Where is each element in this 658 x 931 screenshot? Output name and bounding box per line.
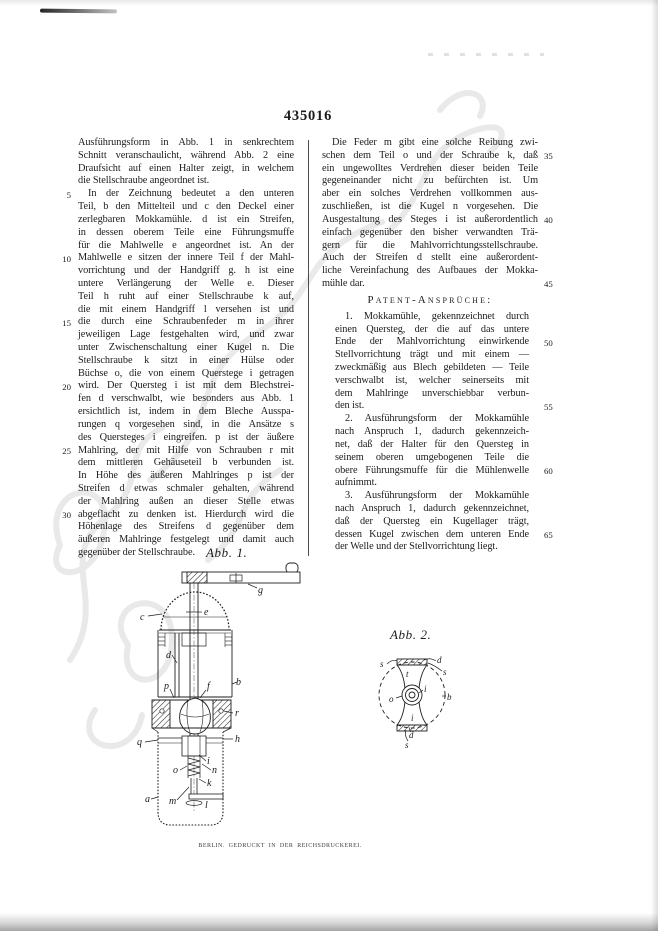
- fig1-label-m: m: [169, 796, 177, 807]
- text-line: [322, 240, 538, 253]
- text-line: [78, 175, 294, 188]
- text-line: [335, 464, 553, 478]
- right-paragraph: [322, 137, 553, 291]
- line-text: Auch der Streifen d stellt eine außerordent-: [322, 252, 538, 264]
- line-text: der Mahlring außen an dieser Stelle etwas: [78, 495, 294, 507]
- line-text: äußeren Mahlringe festgelegt und damit auch: [78, 534, 294, 546]
- text-line: [335, 490, 529, 503]
- line-text: Stellschraube k sitzt in einer Hülse oder: [78, 354, 294, 366]
- margin-line-number: 60: [544, 466, 553, 476]
- fig2-label-d-top: d: [437, 655, 442, 665]
- line-text: untere Verlängerung der Welle e. Dieser: [78, 277, 294, 289]
- text-line: [322, 188, 538, 201]
- line-text: aber ein solches Verdrehen vollkommen aus-: [322, 188, 538, 200]
- line-text: 2. Ausführungsform der Mokkamühle: [345, 413, 529, 425]
- text-line: [78, 304, 294, 317]
- fig2-label-t: t: [406, 669, 409, 679]
- text-line: [78, 214, 294, 227]
- text-line: [66, 188, 294, 201]
- margin-line-number: 35: [544, 151, 553, 162]
- text-line: [78, 470, 294, 483]
- text-line: [78, 342, 294, 355]
- line-text: In der Zeichnung bedeutet a den unteren: [88, 188, 294, 200]
- text-line: [335, 426, 529, 439]
- line-text: vorrichtung und der Handgriff g. h ist eine: [78, 265, 294, 277]
- line-text: ein ungewolltes Verdrehen dieser beiden Teile: [322, 162, 538, 174]
- text-line: [78, 457, 294, 470]
- margin-line-number: 5: [66, 189, 71, 200]
- text-line: [78, 368, 294, 381]
- text-line: [335, 528, 553, 542]
- fig2-label-i: i: [424, 684, 427, 694]
- line-text: verschwalbt ist, welcher seinerseits mit: [335, 374, 529, 386]
- text-line: [62, 380, 294, 393]
- text-line: [62, 252, 294, 265]
- text-line: [322, 213, 553, 227]
- page-edge-bottom: [0, 913, 658, 931]
- fig2-label-s-bottom: s: [405, 740, 409, 750]
- fig2-label-s-topright: s: [443, 667, 447, 677]
- line-text: dessen Kugel zwischen dem unteren Ende: [335, 528, 529, 540]
- line-text: Mahlwelle e sitzen der innere Teil f der Mahl-: [78, 252, 294, 264]
- fig2-label-o: o: [389, 694, 394, 704]
- line-text: daß der Quersteg ein Kugellager trägt,: [335, 515, 529, 527]
- line-text: gern für die Mahlvorrichtungsstellschraube.: [322, 239, 538, 251]
- text-line: [78, 265, 294, 278]
- fig1-label-o: o: [173, 765, 178, 776]
- page-edge-right: [651, 0, 658, 931]
- line-text: der Welle und der Stellvorrichtung liegt.: [335, 541, 498, 553]
- line-text: Büchse o, die von einem Querstege i getragen: [78, 367, 294, 379]
- imprint: BERLIN. GEDRUCKT IN DER REICHSDRUCKEREI.: [198, 843, 362, 849]
- fig1-label-e: e: [204, 607, 209, 618]
- text-line: [62, 316, 294, 329]
- line-text: die durch eine Schraubenfeder m in ihrer: [78, 316, 294, 328]
- text-line: [335, 477, 529, 490]
- line-text: dem Mahlringe unverschiebbar verbun-: [335, 387, 529, 399]
- fig1-label-g: g: [258, 585, 263, 596]
- line-text: die mit einem Handgriff l versehen ist und: [78, 303, 294, 315]
- line-text: Teil, b den Mittelteil und c den Deckel einer: [78, 201, 294, 213]
- fig1-label-l: l: [205, 800, 208, 811]
- text-line: [62, 444, 294, 458]
- text-line: [322, 149, 553, 163]
- line-text: wird. Der Quersteg i ist mit dem Blechstrei-: [78, 380, 294, 392]
- line-text: gegeneinander nicht zu befürchten ist. Um: [322, 175, 538, 187]
- margin-line-number: 65: [544, 530, 553, 541]
- fig1-label-f: f: [207, 681, 210, 692]
- text-line: [335, 349, 529, 362]
- line-text: nach Anspruch 1, dadurch gekennzeichnet,: [335, 502, 529, 514]
- line-text: Die Feder m gibt eine solche Reibung zwi-: [332, 137, 538, 148]
- fig1-label-n: n: [212, 765, 217, 776]
- line-text: zweckmäßig aus Blech gebildeten — Teile: [335, 362, 529, 373]
- line-text: rungen q vorgesehen sind, in die Ansätze s: [78, 418, 294, 430]
- margin-line-number: 20: [62, 381, 71, 392]
- text-line: [335, 324, 529, 337]
- margin-line-number: 10: [62, 253, 71, 264]
- text-line: [78, 521, 294, 534]
- left-column: [62, 137, 294, 560]
- text-line: [335, 362, 529, 375]
- text-line: [335, 541, 529, 554]
- text-line: [78, 406, 294, 419]
- margin-line-number: 30: [62, 510, 71, 521]
- line-text: in dessen oberem Teile eine Führungsmuffe: [78, 226, 294, 238]
- text-line: [78, 547, 294, 560]
- scan-faint-marks: [428, 53, 544, 56]
- line-text: nach Anspruch 1, dadurch gekennzeich-: [335, 426, 529, 438]
- line-text: abgeflacht zu denken ist. Hierdurch wird die: [78, 508, 294, 520]
- text-line: [78, 534, 294, 547]
- text-line: [78, 483, 294, 496]
- fig1-label-i: i: [207, 756, 210, 767]
- line-text: schen dem Teil o und der Schraube k, daß: [322, 149, 538, 161]
- line-text: 1. Mokkamühle, gekennzeichnet durch: [345, 310, 529, 322]
- text-line: [78, 163, 294, 176]
- line-text: net, daß der Halter für den Quersteg in: [335, 438, 529, 450]
- text-line: [322, 163, 538, 176]
- line-text: liche Vereinfachung des Aufbaues der Mokka-: [322, 265, 538, 277]
- line-text: des Quersteges i eingreifen. p ist der äußere: [78, 431, 294, 443]
- text-line: [335, 439, 529, 452]
- fig1-label-k: k: [207, 778, 212, 789]
- scan-streak-artifact: [40, 9, 117, 14]
- line-text: aufnimmt.: [335, 477, 377, 489]
- line-text: fen d verschwalbt, wie besonders aus Abb. 1: [78, 393, 294, 405]
- text-line: [335, 336, 553, 349]
- fig1-label-q: q: [137, 737, 142, 748]
- right-column: [322, 137, 553, 554]
- line-text: dem mittleren Gehäuseteil b verbunden ist.: [78, 457, 294, 469]
- margin-line-number: 40: [544, 215, 553, 226]
- line-text: den ist.: [335, 400, 365, 412]
- line-text: Mahlring, der mit Hilfe von Schrauben r mit: [78, 444, 294, 456]
- figure-abb1-drawing: [136, 560, 306, 838]
- text-line: [335, 388, 529, 401]
- text-line: [335, 516, 529, 529]
- line-text: Draufsicht auf einen Halter zeigt, in welchem: [78, 162, 294, 174]
- claims-heading: Patent-Ansprüche:: [367, 293, 493, 306]
- line-text: Schnitt veranschaulicht, während Abb. 2 eine: [78, 149, 294, 161]
- margin-line-number: 50: [544, 337, 553, 348]
- fig2-label-d-bottom: d: [409, 730, 414, 740]
- fig2-label-s-topleft: s: [380, 659, 384, 669]
- text-line: [322, 201, 538, 214]
- line-text: einfach gegenüber den bisher verwandten Trä-: [322, 226, 538, 238]
- line-text: jeweiligen Lage festgehalten wird, und zwar: [78, 329, 294, 341]
- line-text: obere Führungsmuffe für die Mühlenwelle: [335, 464, 529, 476]
- text-line: [322, 175, 538, 188]
- text-line: [78, 227, 294, 240]
- text-line: [335, 400, 553, 413]
- text-line: [78, 432, 294, 445]
- text-line: [335, 413, 529, 426]
- text-line: [78, 150, 294, 163]
- line-text: Stellvorrichtung trägt und mit einem —: [335, 349, 529, 361]
- text-line: [335, 503, 529, 516]
- text-line: [335, 452, 529, 465]
- text-line: [322, 265, 538, 278]
- page-edge-top: [0, 0, 658, 6]
- fig2-label-i-bottom: i: [411, 713, 414, 723]
- line-text: Teil h ruht auf einer Stellschraube k auf,: [78, 290, 294, 302]
- fig1-label-c: c: [140, 612, 145, 623]
- margin-line-number: 15: [62, 317, 71, 328]
- text-line: [322, 137, 538, 150]
- fig1-label-a: a: [145, 794, 150, 805]
- figure-abb2-drawing: [362, 648, 472, 763]
- line-text: Ende der Mahlvorrichtung einwirkende: [335, 336, 529, 348]
- text-line: [335, 311, 529, 324]
- margin-line-number: 45: [544, 279, 553, 290]
- fig1-label-h: h: [235, 734, 240, 745]
- line-text: ersichtlich ist, indem in dem Bleche Ausspa-: [78, 406, 294, 418]
- column-divider: [308, 140, 309, 556]
- line-text: die Stellschraube angeordnet ist.: [78, 175, 210, 187]
- text-line: [78, 496, 294, 509]
- fig1-label-d: d: [166, 650, 171, 661]
- text-line: [335, 375, 529, 388]
- text-line: [78, 240, 294, 253]
- text-line: [78, 201, 294, 214]
- line-text: Ausführungsform in Abb. 1 in senkrechtem: [78, 137, 294, 148]
- text-line: [78, 355, 294, 368]
- margin-line-number: 25: [62, 446, 71, 456]
- line-text: für die Mahlwelle e angeordnet ist. An der: [78, 239, 294, 251]
- text-line: [78, 419, 294, 432]
- line-text: einen Quersteg, der die auf das untere: [335, 323, 529, 335]
- line-text: In Höhe des äußeren Mahlringes p ist der: [78, 470, 294, 482]
- line-text: zerlegbaren Mokkamühle. d ist ein Streifen,: [78, 213, 294, 225]
- figure-1-caption: Abb. 1.: [206, 545, 248, 560]
- line-text: 3. Ausführungsform der Mokkamühle: [345, 490, 529, 502]
- line-text: Ausgestaltung des Steges i ist außerordentlich: [322, 213, 538, 225]
- line-text: unter Zwischenschaltung einer Kugel n. Die: [78, 342, 294, 353]
- text-line: [78, 291, 294, 304]
- text-line: [78, 278, 294, 291]
- line-text: Streifen d etwas schmaler gehalten, während: [78, 482, 294, 494]
- text-line: [322, 227, 538, 240]
- line-text: seinem oberen umgebogenen Teile die: [335, 451, 529, 463]
- text-line: [322, 277, 553, 291]
- fig1-label-p: p: [164, 681, 169, 692]
- text-line: [78, 393, 294, 406]
- claims-block: [322, 310, 553, 554]
- line-text: gegenüber der Stellschraube.: [78, 547, 195, 558]
- line-text: mühle dar.: [322, 277, 365, 289]
- fig1-label-b: b: [236, 677, 241, 688]
- text-line: [78, 137, 294, 150]
- text-line: [322, 252, 538, 265]
- line-text: zuschließen, ist die Kugel n vorgesehen. Die: [322, 201, 538, 213]
- text-line: [78, 329, 294, 342]
- text-line: [62, 508, 294, 522]
- fig2-label-b: b: [447, 692, 452, 702]
- figure-2-caption: Abb. 2.: [390, 627, 432, 642]
- patent-number: 435016: [283, 108, 333, 124]
- margin-line-number: 55: [544, 401, 553, 412]
- line-text: Höhenlage des Streifens d gegenüber dem: [78, 521, 294, 533]
- fig1-label-r: r: [235, 708, 239, 719]
